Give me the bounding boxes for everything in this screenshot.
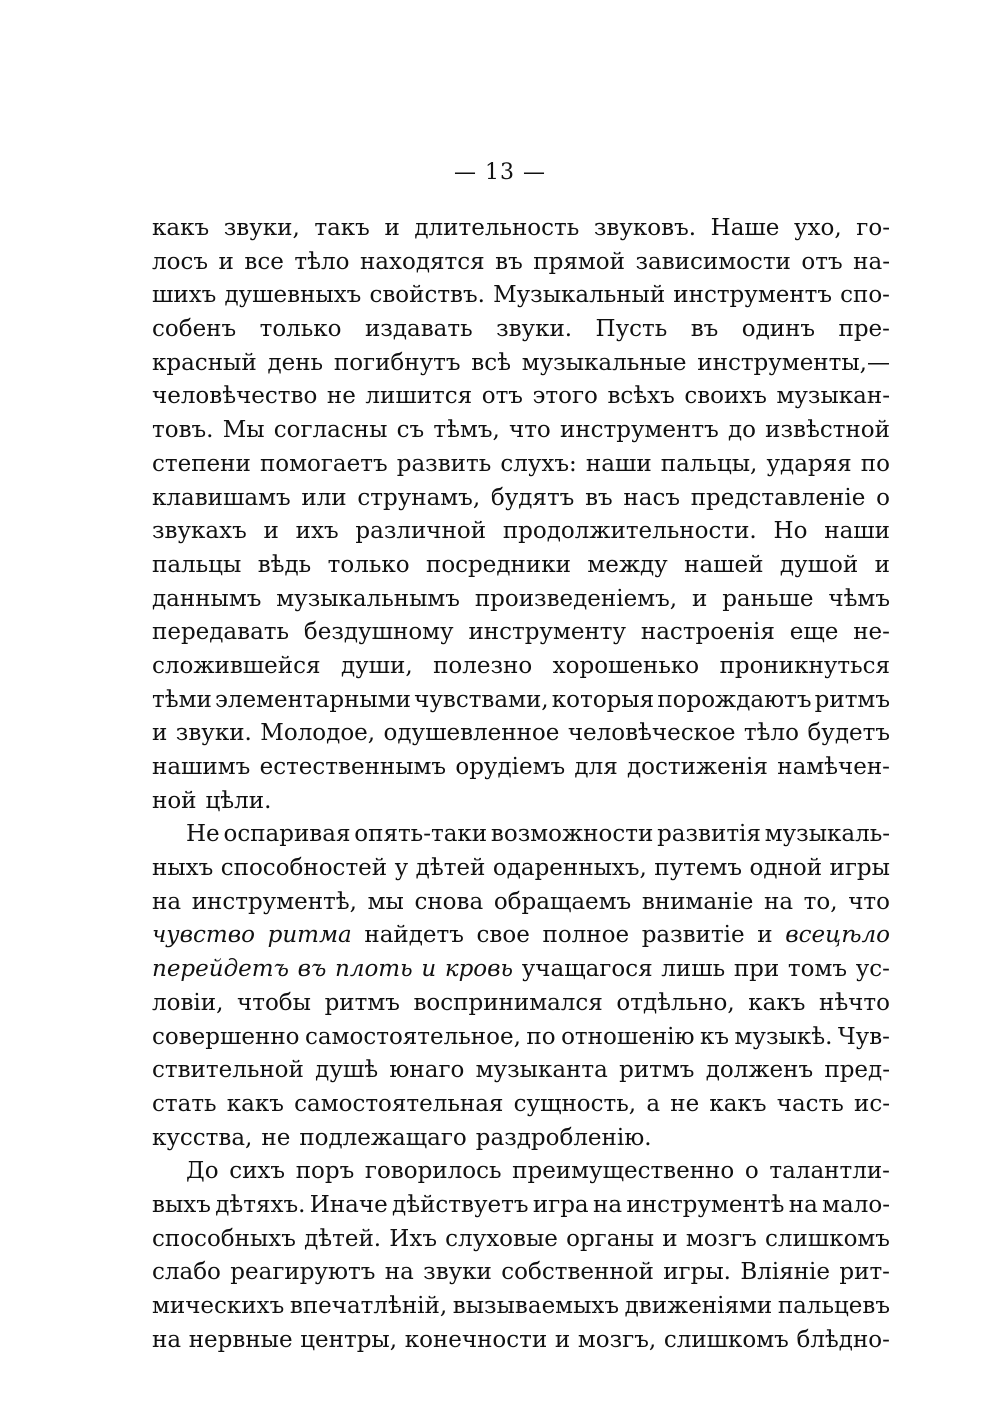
- word: игры.: [663, 1259, 731, 1286]
- word: развитіе: [641, 922, 745, 949]
- word: спо-: [840, 282, 890, 309]
- word: съ: [396, 417, 425, 444]
- word: порождаютъ: [657, 686, 812, 713]
- word: шихъ: [152, 282, 217, 309]
- word: не: [326, 383, 356, 410]
- word: и: [662, 1225, 678, 1252]
- word: всѣ: [471, 349, 511, 376]
- word: на: [788, 1191, 818, 1218]
- word: на: [763, 888, 794, 915]
- word: вниманіе: [641, 888, 754, 915]
- word: наши: [585, 450, 652, 477]
- word: Пусть: [595, 316, 668, 343]
- word: ихъ: [295, 518, 339, 545]
- word: естественнымъ: [259, 754, 447, 780]
- word: человѣчество: [152, 383, 318, 410]
- word: поръ: [295, 1158, 355, 1185]
- word: воспринимался: [413, 989, 603, 1016]
- text-line: [152, 583, 890, 617]
- word: мическихъ: [152, 1293, 285, 1319]
- text-line: [152, 1021, 890, 1055]
- word: какъ: [709, 1090, 767, 1117]
- text-line: [152, 212, 890, 246]
- word: мы: [367, 888, 404, 915]
- word: Но: [773, 518, 808, 545]
- word: душой: [779, 551, 859, 578]
- word: и: [263, 518, 279, 545]
- text-line: [152, 818, 890, 852]
- word: пред-: [824, 1057, 890, 1084]
- word: музыкан-: [776, 383, 890, 410]
- word: хорошенько: [552, 652, 700, 679]
- word: чувствами,: [414, 686, 549, 713]
- word: раздробленію.: [475, 1124, 652, 1151]
- word: одинъ: [741, 316, 816, 343]
- word: стать: [152, 1090, 217, 1117]
- word: дѣтей.: [304, 1225, 382, 1252]
- word: До: [186, 1158, 219, 1185]
- word: инструменты,—: [697, 349, 890, 376]
- word: нашей: [684, 551, 764, 578]
- word: кусства,: [152, 1124, 253, 1151]
- emphasized-word: въ: [297, 956, 327, 983]
- word: отдѣльно,: [616, 989, 735, 1016]
- emphasized-word: плоть: [335, 956, 413, 983]
- word: вызываемыхъ: [452, 1293, 619, 1319]
- word: пальцевъ: [777, 1293, 890, 1319]
- word: ухо,: [794, 215, 842, 241]
- word: раньше: [722, 585, 814, 612]
- word: часть: [776, 1090, 844, 1117]
- word: тѣмъ,: [433, 417, 500, 444]
- word: музыкальнымъ: [276, 585, 460, 612]
- word: отъ: [481, 383, 523, 410]
- word: на: [593, 1191, 623, 1218]
- word: совершенно: [152, 1023, 300, 1050]
- word: и: [691, 585, 708, 612]
- text-line: [152, 1088, 890, 1122]
- word: слуховые: [445, 1225, 558, 1252]
- word: ной: [152, 787, 197, 814]
- word: о: [876, 484, 890, 511]
- word: долженъ: [705, 1057, 814, 1084]
- word: къ: [700, 1023, 730, 1050]
- word: будятъ: [490, 484, 575, 511]
- word: ритмъ: [619, 1057, 695, 1084]
- word: все: [244, 248, 284, 275]
- text-line: [152, 515, 890, 549]
- word: будетъ: [807, 720, 890, 747]
- word: посредники: [426, 551, 571, 578]
- word: и: [757, 922, 773, 949]
- word: юнаго: [389, 1057, 465, 1084]
- word: центры,: [300, 1326, 398, 1353]
- word: и: [554, 1326, 571, 1353]
- word: товъ.: [152, 417, 214, 444]
- word: лосъ: [152, 248, 208, 275]
- word: представленіе: [690, 484, 866, 511]
- emphasized-word: ритма: [267, 922, 352, 949]
- word: произведеніемъ,: [474, 585, 678, 612]
- word: звуки,: [223, 215, 300, 241]
- word: что: [848, 888, 890, 915]
- word: полезно: [433, 652, 533, 679]
- word: передавать: [152, 619, 290, 646]
- word: слухъ:: [500, 450, 577, 477]
- word: по: [860, 450, 890, 477]
- text-line: [152, 987, 890, 1021]
- word: между: [587, 551, 668, 578]
- word: такъ: [314, 215, 370, 241]
- word: слабо: [152, 1259, 221, 1286]
- text-line: [152, 886, 890, 920]
- word: опять-таки: [354, 821, 488, 848]
- word: при: [733, 956, 780, 983]
- text-line: [152, 953, 890, 987]
- word: вѣдь: [257, 551, 312, 578]
- word: или: [301, 484, 347, 511]
- text-line: [152, 1122, 890, 1156]
- word: извѣстной: [765, 417, 890, 444]
- word: рит-: [839, 1259, 890, 1286]
- word: дѣтяхъ.: [215, 1191, 306, 1218]
- word: мозгъ,: [577, 1326, 657, 1353]
- word: не-: [853, 619, 890, 646]
- word: говорилось: [364, 1158, 502, 1185]
- word: пре-: [838, 316, 890, 343]
- text-line: [152, 751, 890, 785]
- word: ныхъ: [152, 855, 214, 882]
- word: на: [152, 1326, 182, 1353]
- text-line: [152, 414, 890, 448]
- word: одаренныхъ,: [492, 855, 647, 882]
- word: нашимъ: [152, 754, 251, 780]
- word: слишкомъ: [764, 1225, 890, 1252]
- word: го-: [856, 215, 890, 241]
- emphasized-word: перейдетъ: [152, 956, 289, 983]
- word: развить: [396, 450, 492, 477]
- word: пальцы: [152, 551, 242, 578]
- word: длительность: [414, 215, 580, 241]
- word: ловіи,: [152, 989, 224, 1016]
- word: у: [394, 855, 409, 882]
- word: выхъ: [152, 1191, 211, 1218]
- word: то,: [803, 888, 838, 915]
- word: оспаривая: [223, 821, 351, 848]
- word: зависимости: [635, 248, 791, 275]
- word: цѣли.: [205, 787, 272, 814]
- text-line: [152, 347, 890, 381]
- emphasized-word: кровь: [444, 956, 514, 983]
- word: этого: [532, 383, 598, 410]
- word: лишится: [365, 383, 473, 410]
- text-line: [152, 1290, 890, 1324]
- word: день: [267, 349, 324, 376]
- word: какъ: [152, 215, 210, 241]
- text-line: [152, 448, 890, 482]
- word: свойствъ.: [369, 282, 485, 309]
- word: звуки.: [496, 316, 573, 343]
- word: и: [152, 720, 168, 747]
- word: издавать: [364, 316, 473, 343]
- word: сущность,: [513, 1090, 637, 1117]
- word: ударяя: [766, 450, 852, 477]
- text-line: [152, 852, 890, 886]
- word: звуки: [423, 1259, 492, 1286]
- word: достиженія: [627, 754, 768, 780]
- word: степени: [152, 450, 251, 477]
- word: путемъ: [654, 855, 743, 882]
- word: инструментѣ,: [191, 888, 357, 915]
- word: проникнуться: [719, 652, 890, 679]
- word: даннымъ: [152, 585, 262, 612]
- word: ствительной: [152, 1057, 304, 1084]
- word: какъ: [226, 1090, 284, 1117]
- word: въ: [690, 316, 719, 343]
- word: Мы: [222, 417, 265, 444]
- word: Чув-: [837, 1023, 890, 1050]
- word: инструментъ: [560, 417, 719, 444]
- body-text: [152, 212, 890, 1357]
- word: мало-: [822, 1191, 890, 1218]
- word: не: [670, 1090, 700, 1117]
- word: клавишамъ: [152, 484, 291, 511]
- word: и: [874, 551, 890, 578]
- word: слишкомъ: [663, 1326, 789, 1353]
- word: согласны: [273, 417, 388, 444]
- emphasized-word: и: [421, 956, 437, 983]
- word: струнамъ,: [357, 484, 481, 511]
- word: инструментъ: [673, 282, 833, 309]
- word: тѣми: [152, 686, 212, 713]
- word: погибнутъ: [333, 349, 461, 376]
- word: самостоятельная: [294, 1090, 504, 1117]
- word: отношенію: [561, 1023, 695, 1050]
- word: еще: [789, 619, 839, 646]
- word: по: [526, 1023, 556, 1050]
- word: музыкѣ.: [734, 1023, 833, 1050]
- word: Не: [186, 821, 220, 848]
- word: мозгъ: [685, 1225, 757, 1252]
- word: о: [744, 1158, 759, 1185]
- word: полное: [542, 922, 630, 949]
- word: Ихъ: [389, 1225, 437, 1252]
- word: орудіемъ: [455, 754, 566, 780]
- word: Молодое,: [260, 720, 376, 747]
- page-number: — 13 —: [454, 160, 546, 185]
- word: а: [646, 1090, 661, 1117]
- text-line: [152, 684, 890, 718]
- word: что: [509, 417, 551, 444]
- word: намѣчен-: [777, 754, 890, 780]
- word: реагируютъ: [230, 1259, 376, 1286]
- text-line: [152, 650, 890, 684]
- word: самостоятельное,: [305, 1023, 521, 1050]
- word: на-: [853, 248, 890, 275]
- word: только: [327, 551, 410, 578]
- word: игра: [532, 1191, 589, 1218]
- word: бездушному: [303, 619, 454, 646]
- word: прямой: [533, 248, 625, 275]
- word: только: [259, 316, 342, 343]
- word: отъ: [801, 248, 843, 275]
- word: тѣло: [743, 720, 799, 747]
- word: музыкальные: [521, 349, 687, 376]
- word: и: [384, 215, 400, 241]
- text-line: [152, 482, 890, 516]
- word: подлежащаго: [299, 1124, 467, 1151]
- text-line: [152, 1256, 890, 1290]
- word: помогаетъ: [259, 450, 388, 477]
- word: способностей: [220, 855, 388, 882]
- text-line: [152, 246, 890, 280]
- word: музыкаль-: [764, 821, 890, 848]
- word: нервные: [188, 1326, 293, 1353]
- word: способныхъ: [152, 1225, 296, 1252]
- word: музыканта: [475, 1057, 608, 1084]
- word: ритмъ: [814, 686, 890, 713]
- text-line: [152, 279, 890, 313]
- word: элементарными: [215, 686, 411, 713]
- word: не: [261, 1124, 291, 1151]
- word: дѣтей: [415, 855, 486, 882]
- word: въ: [585, 484, 613, 511]
- word: наши: [824, 518, 890, 545]
- word: настроенія: [640, 619, 775, 646]
- word: красный: [152, 349, 257, 376]
- word: найдетъ: [364, 922, 464, 949]
- word: звуковъ.: [593, 215, 697, 241]
- word: ус-: [855, 956, 890, 983]
- word: душевныхъ: [224, 282, 362, 309]
- word: впечатлѣній,: [289, 1293, 448, 1319]
- word: которыя: [551, 686, 655, 713]
- word: Иначе: [309, 1191, 388, 1218]
- word: ритмъ: [324, 989, 400, 1016]
- text-line: [152, 717, 890, 751]
- text-line: [152, 1054, 890, 1088]
- word: на: [152, 888, 182, 915]
- text-line: [152, 1223, 890, 1257]
- text-line: [152, 1155, 890, 1189]
- text-line: [152, 616, 890, 650]
- word: души,: [340, 652, 413, 679]
- word: на: [384, 1259, 414, 1286]
- word: сложившейся: [152, 652, 321, 679]
- word: свое: [476, 922, 530, 949]
- text-line: [152, 549, 890, 583]
- word: продолжительности.: [502, 518, 757, 545]
- text-line: [152, 919, 890, 953]
- word: возможности: [490, 821, 654, 848]
- word: всѣхъ: [607, 383, 675, 410]
- word: развитія: [657, 821, 761, 848]
- word: сихъ: [229, 1158, 286, 1185]
- word: томъ: [787, 956, 848, 983]
- word: тѣло: [294, 248, 350, 275]
- text-line: [152, 313, 890, 347]
- word: душѣ: [315, 1057, 379, 1084]
- word: своихъ: [684, 383, 767, 410]
- text-line: [152, 785, 890, 819]
- word: человѣческое: [567, 720, 736, 747]
- word: пальцы,: [660, 450, 758, 477]
- word: игры: [829, 855, 890, 882]
- word: дѣйствуетъ: [392, 1191, 529, 1218]
- emphasized-word: чувство: [152, 922, 255, 949]
- word: блѣдно-: [796, 1326, 890, 1353]
- word: чѣмъ: [828, 585, 890, 612]
- word: находятся: [359, 248, 485, 275]
- word: одушевленное: [383, 720, 560, 747]
- word: преимущественно: [512, 1158, 735, 1185]
- word: Музыкальный: [493, 282, 666, 309]
- word: лишь: [661, 956, 726, 983]
- word: въ: [495, 248, 523, 275]
- word: одной: [749, 855, 823, 882]
- word: обращаемъ: [493, 888, 632, 915]
- word: различной: [355, 518, 487, 545]
- word: насъ: [623, 484, 680, 511]
- word: ис-: [854, 1090, 890, 1117]
- emphasized-word: всецѣло: [785, 922, 890, 949]
- word: звуки.: [175, 720, 252, 747]
- word: какъ: [748, 989, 806, 1016]
- word: и: [218, 248, 234, 275]
- word: собственной: [501, 1259, 654, 1286]
- text-line: [152, 1189, 890, 1223]
- word: до: [727, 417, 756, 444]
- text-line: [152, 380, 890, 414]
- word: конечности: [404, 1326, 548, 1353]
- word: чтобы: [237, 989, 311, 1016]
- word: талантли-: [769, 1158, 890, 1185]
- word: Наше: [710, 215, 780, 241]
- word: для: [574, 754, 618, 780]
- word: органы: [566, 1225, 655, 1252]
- word: Вліяніе: [740, 1259, 831, 1286]
- word: снова: [414, 888, 484, 915]
- text-line: [152, 1324, 890, 1358]
- word: учащагося: [521, 956, 653, 983]
- word: инструментѣ: [626, 1191, 785, 1218]
- word: собенъ: [152, 316, 237, 343]
- word: инструменту: [468, 619, 627, 646]
- word: движеніями: [624, 1293, 773, 1319]
- word: звукахъ: [152, 518, 247, 545]
- word: нѣчто: [818, 989, 890, 1016]
